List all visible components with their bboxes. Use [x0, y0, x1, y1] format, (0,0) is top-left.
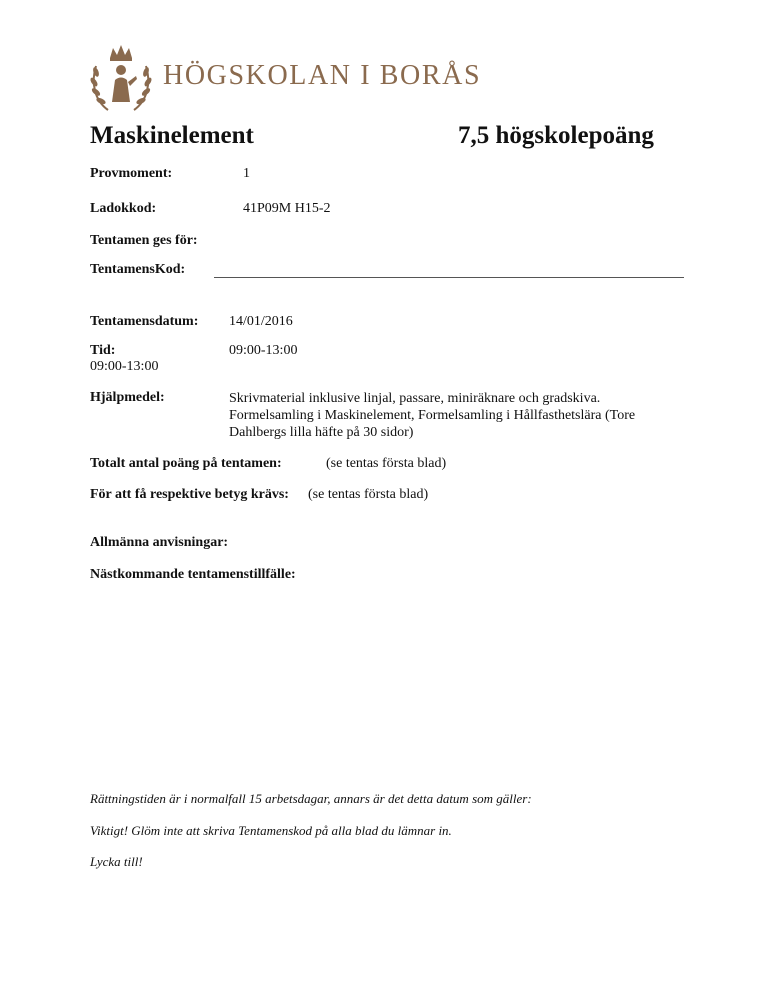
- tentamensdatum-value: 14/01/2016: [229, 314, 293, 329]
- provmoment-label: Provmoment:: [90, 166, 173, 181]
- viktigt-note: Viktigt! Glöm inte att skriva Tentamenskod på alla blad du lämnar in.: [90, 823, 452, 838]
- course-title: Maskinelement: [90, 122, 254, 149]
- hjalpmedel-label: Hjälpmedel:: [90, 390, 165, 405]
- provmoment-value: 1: [243, 166, 250, 181]
- betyg-value: (se tentas första blad): [308, 487, 429, 502]
- tid-sub-value: 09:00-13:00: [90, 359, 159, 374]
- tentamen-ges-for-label: Tentamen ges för:: [90, 233, 198, 248]
- allmanna-anvisningar-label: Allmänna anvisningar:: [90, 535, 229, 550]
- tentamenskod-label: TentamensKod:: [90, 262, 186, 277]
- ladokkod-value: 41P09M H15-2: [243, 201, 331, 216]
- hjalpmedel-line: Skrivmaterial inklusive linjal, passare, miniräknare och gradskiva.: [229, 391, 601, 406]
- university-crest-icon: [88, 42, 154, 114]
- ladokkod-label: Ladokkod:: [90, 201, 157, 216]
- hjalpmedel-line: Formelsamling i Maskinelement, Formelsamling i Hållfasthetslära (Tore: [229, 408, 636, 423]
- totalt-value: (se tentas första blad): [326, 456, 447, 471]
- hjalpmedel-value: [229, 390, 699, 441]
- totalt-label: Totalt antal poäng på tentamen:: [90, 456, 282, 471]
- hjalpmedel-line: Dahlbergs lilla häfte på 30 sidor): [229, 425, 414, 440]
- course-credits: 7,5 högskolepoäng: [458, 122, 654, 149]
- tentamenskod-line: [214, 277, 684, 278]
- institution-name: HÖGSKOLAN I BORÅS: [163, 60, 482, 91]
- nastkommande-label: Nästkommande tentamenstillfälle:: [90, 567, 296, 582]
- rattningstid-note: Rättningstiden är i normalfall 15 arbetsdagar, annars är det detta datum som gäller:: [90, 791, 532, 806]
- lycka-till-note: Lycka till!: [90, 854, 143, 869]
- betyg-label: För att få respektive betyg krävs:: [90, 487, 289, 502]
- tentamensdatum-label: Tentamensdatum:: [90, 314, 199, 329]
- tid-label: Tid:: [90, 343, 116, 358]
- tid-value: 09:00-13:00: [229, 343, 298, 358]
